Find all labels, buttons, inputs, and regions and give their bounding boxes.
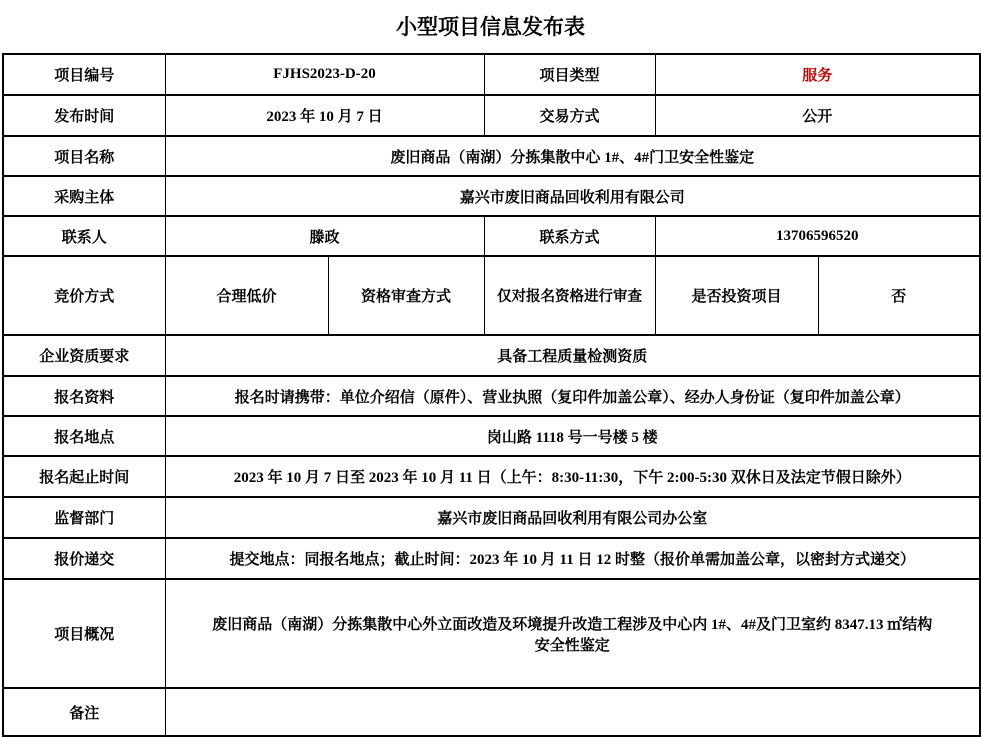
page-title: 小型项目信息发布表 bbox=[396, 15, 585, 39]
field-label-bidding-mode: 竞价方式 bbox=[3, 256, 165, 335]
field-value-project-no: FJHS2023-D-20 bbox=[165, 54, 484, 95]
field-value-qualification-review: 仅对报名资格进行审查 bbox=[484, 256, 655, 335]
field-label-qualification-review: 资格审查方式 bbox=[328, 256, 484, 335]
field-label-project-name: 项目名称 bbox=[3, 136, 165, 176]
table-row bbox=[3, 579, 980, 688]
field-value-contact-phone: 13706596520 bbox=[655, 216, 980, 256]
field-label-enterprise-qualification: 企业资质要求 bbox=[3, 335, 165, 376]
field-label-supervision-dept: 监督部门 bbox=[3, 497, 165, 538]
field-label-is-investment: 是否投资项目 bbox=[655, 256, 818, 335]
field-label-quote-submission: 报价递交 bbox=[3, 538, 165, 579]
table-row bbox=[3, 376, 980, 416]
field-label-registration-place: 报名地点 bbox=[3, 416, 165, 456]
field-value-contact-person: 滕政 bbox=[165, 216, 484, 256]
table-row bbox=[3, 497, 980, 538]
field-value-project-type: 服务 bbox=[655, 54, 980, 95]
table-row bbox=[3, 688, 980, 736]
field-value-publish-date: 2023 年 10 月 7 日 bbox=[165, 95, 484, 136]
field-value-trade-mode: 公开 bbox=[655, 95, 980, 136]
field-value-enterprise-qualification: 具备工程质量检测资质 bbox=[165, 335, 980, 376]
field-value-quote-submission: 提交地点：同报名地点；截止时间：2023 年 10 月 11 日 12 时整（报价单需加盖公章，以密封方式递交） bbox=[165, 538, 980, 579]
field-label-registration-materials: 报名资料 bbox=[3, 376, 165, 416]
table-row bbox=[3, 216, 980, 256]
field-label-contact-phone: 联系方式 bbox=[484, 216, 655, 256]
field-label-project-overview: 项目概况 bbox=[3, 579, 165, 688]
field-value-bidding-mode: 合理低价 bbox=[165, 256, 328, 335]
table-row bbox=[3, 136, 980, 176]
field-value-registration-materials: 报名时请携带：单位介绍信（原件）、营业执照（复印件加盖公章）、经办人身份证（复印件加盖公章） bbox=[165, 376, 980, 416]
table-row bbox=[3, 538, 980, 579]
table-row bbox=[3, 335, 980, 376]
project-info-table bbox=[2, 53, 981, 737]
field-label-trade-mode: 交易方式 bbox=[484, 95, 655, 136]
field-label-remarks: 备注 bbox=[3, 688, 165, 736]
field-label-registration-period: 报名起止时间 bbox=[3, 456, 165, 497]
table-row bbox=[3, 176, 980, 216]
field-value-project-overview: 废旧商品（南湖）分拣集散中心外立面改造及环境提升改造工程涉及中心内 1#、4#及门卫室约 8347.13 ㎡结构安全性鉴定 bbox=[165, 579, 980, 688]
field-label-project-type: 项目类型 bbox=[484, 54, 655, 95]
table-row bbox=[3, 456, 980, 497]
field-value-remarks bbox=[165, 688, 980, 736]
field-value-supervision-dept: 嘉兴市废旧商品回收利用有限公司办公室 bbox=[165, 497, 980, 538]
field-value-project-name: 废旧商品（南湖）分拣集散中心 1#、4#门卫安全性鉴定 bbox=[165, 136, 980, 176]
field-label-publish-date: 发布时间 bbox=[3, 95, 165, 136]
table-row bbox=[3, 54, 980, 95]
field-value-is-investment: 否 bbox=[818, 256, 980, 335]
field-value-registration-place: 岗山路 1118 号一号楼 5 楼 bbox=[165, 416, 980, 456]
field-value-purchaser: 嘉兴市废旧商品回收利用有限公司 bbox=[165, 176, 980, 216]
field-label-project-no: 项目编号 bbox=[3, 54, 165, 95]
field-value-registration-period: 2023 年 10 月 7 日至 2023 年 10 月 11 日（上午：8:30-11:30，下午 2:00-5:30 双休日及法定节假日除外） bbox=[165, 456, 980, 497]
table-row bbox=[3, 256, 980, 335]
table-row bbox=[3, 416, 980, 456]
field-label-purchaser: 采购主体 bbox=[3, 176, 165, 216]
table-row bbox=[3, 95, 980, 136]
field-label-contact-person: 联系人 bbox=[3, 216, 165, 256]
